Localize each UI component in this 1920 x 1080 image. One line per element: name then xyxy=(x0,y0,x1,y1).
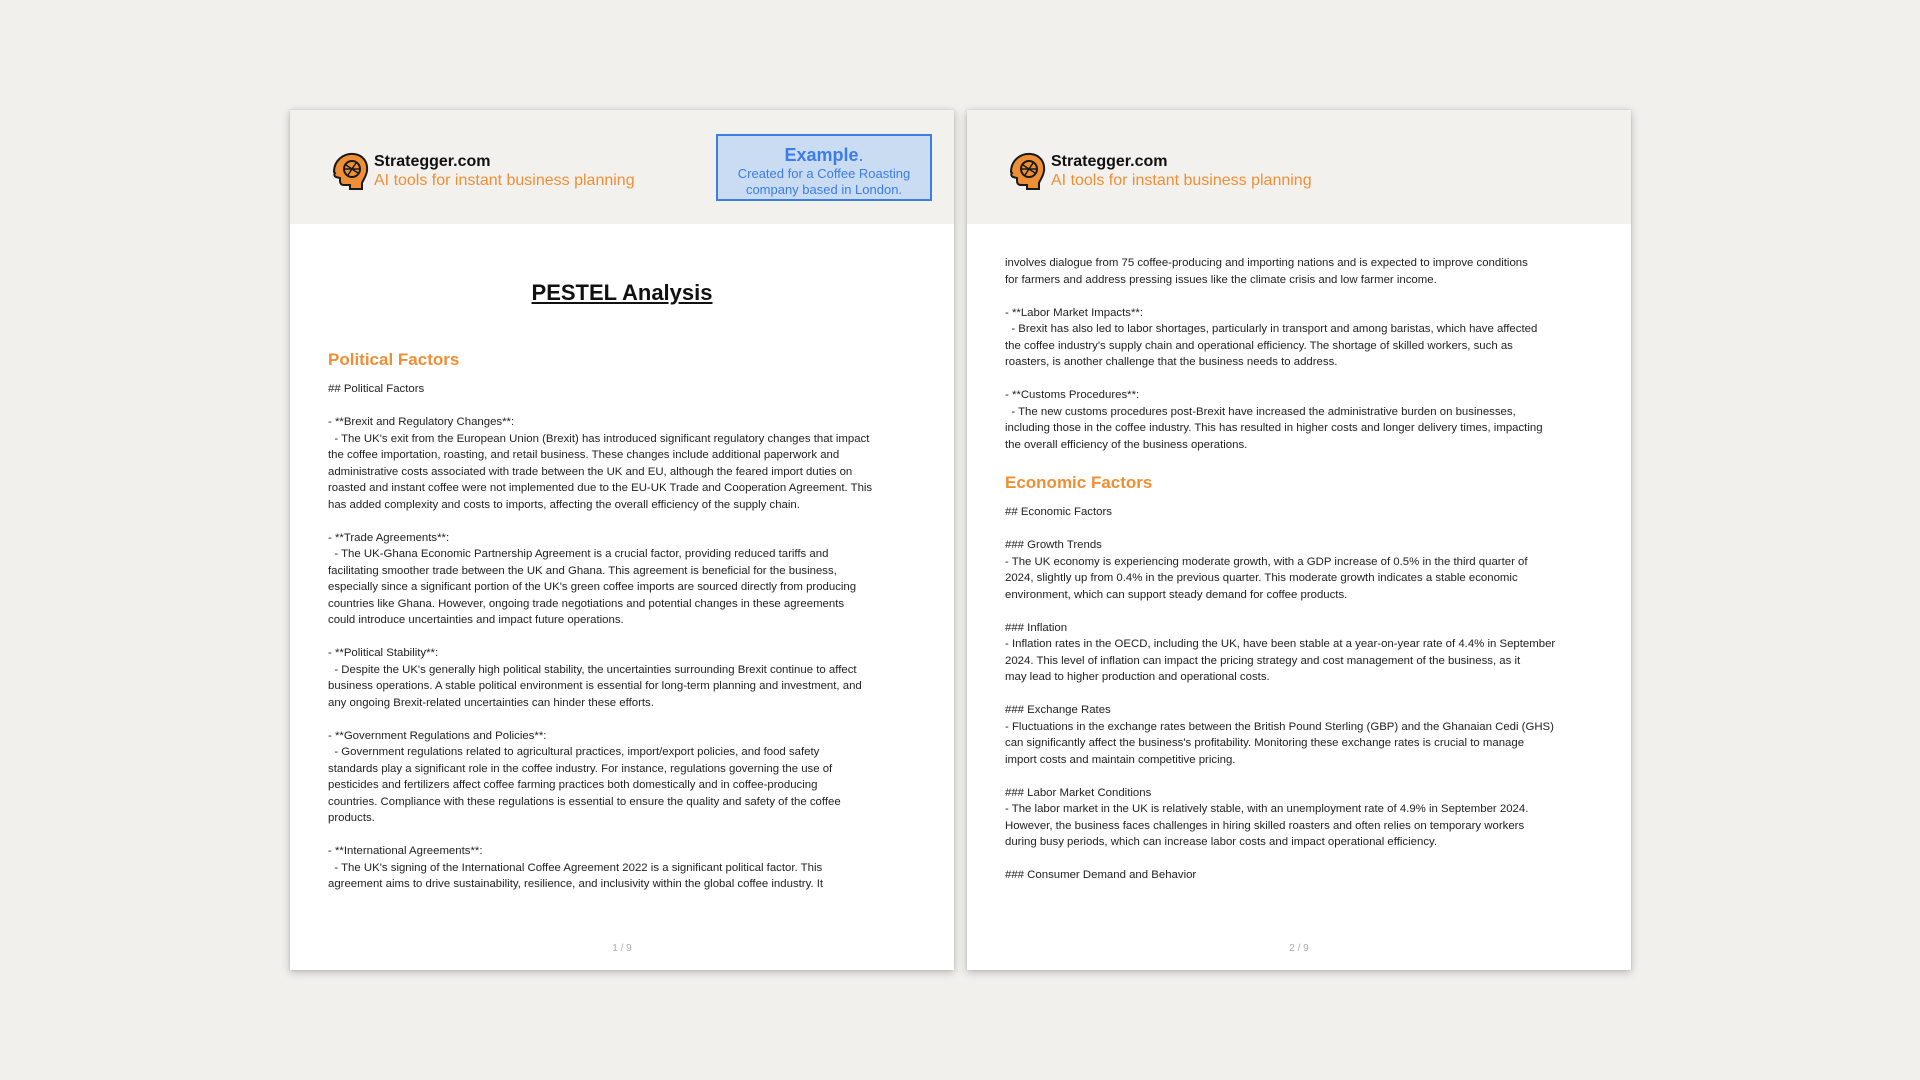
brain-head-logo-icon xyxy=(1005,150,1047,192)
page-1-body-text: ## Political Factors - **Brexit and Regulatory Changes**: - The UK's exit from the European Union (Brexit) has introduced significant regulatory changes that impact the coffee importation, roasting, and retail business. These changes include additional paperwork and administrative costs associated with trade between the UK and EU, although the feared import duties on roasted and instant coffee were not implemented due to the EU-UK Trade and Cooperation Agreement. This has added complexity and costs to imports, affecting the overall efficiency of the supply chain. - **Trade Agreements**: - The UK-Ghana Economic Partnership Agreement is a crucial factor, providing reduced tariffs and facilitating smoother trade between the UK and Ghana. This agreement is beneficial for the business, especially since a significant portion of the UK's green coffee imports are sourced directly from producing countries like Ghana. However, ongoing trade negotiations and potential changes in these agreements could introduce uncertainties and impact future operations. - **Political Stability**: - Despite the UK's generally high political stability, the uncertainties surrounding Brexit continue to affect business operations. A stable political environment is essential for long-term planning and investment, and any ongoing Brexit-related uncertainties can hinder these efforts. - **Government Regulations and Policies**: - Government regulations related to agricultural practices, import/export policies, and food safety standards play a significant role in the coffee industry. For instance, regulations governing the use of pesticides and fertilizers affect coffee farming practices both domestically and in coffee-producing countries. Compliance with these regulations is essential to ensure the quality and safety of the coffee products. - **International Agreements**: - The UK's signing of the International Coffee Agreement 2022 is a significant political factor. This agreement aims to drive sustainability, resilience, and inclusivity within the global coffee industry. It xyxy=(328,383,873,890)
brand-name: Strategger.com xyxy=(1051,153,1168,170)
page-header xyxy=(290,110,954,224)
page-number: 2 / 9 xyxy=(1289,943,1309,954)
page-header xyxy=(967,110,1631,224)
page-number: 1 / 9 xyxy=(612,943,632,954)
example-subtitle-line-2: company based in London. xyxy=(745,182,903,197)
document-title: PESTEL Analysis xyxy=(531,280,713,305)
brain-head-logo-icon xyxy=(328,150,370,192)
example-badge xyxy=(716,134,932,201)
document-page-2 xyxy=(967,110,1631,970)
brand xyxy=(328,150,635,192)
brand-name: Strategger.com xyxy=(374,153,491,170)
brand xyxy=(1005,150,1312,192)
example-subtitle-line-1: Created for a Coffee Roasting xyxy=(737,166,911,181)
section-heading-economic: Economic Factors xyxy=(1005,473,1153,492)
brand-tagline: AI tools for instant business planning xyxy=(1051,172,1312,189)
page-2-body-text-top: involves dialogue from 75 coffee-producing and importing nations and is expected to improve conditions for farmers and address pressing issues like the climate crisis and low farmer income. - **Labor Market Impacts**: - Brexit has also led to labor shortages, particularly in transport and among baristas, which have affected the coffee industry's supply chain and operational efficiency. The shortage of skilled workers, such as roasters, is another challenge that the business needs to address. - **Customs Procedures**: - The new customs procedures post-Brexit have increased the administrative burden on businesses, including those in the coffee industry. This has resulted in higher costs and longer delivery times, impacting the overall efficiency of the business operations. xyxy=(1005,257,1543,451)
example-title: Example. xyxy=(784,145,864,165)
page-2-body-text-bottom: ## Economic Factors ### Growth Trends - The UK economy is experiencing moderate growth, with a GDP increase of 0.5% in the third quarter of 2024, slightly up from 0.4% in the previous quarter. This moderate growth indicates a stable economic environment, which can support steady demand for coffee products. ### Inflation - Inflation rates in the OECD, including the UK, have been stable at a year-on-year rate of 4.4% in September 2024. This level of inflation can impact the pricing strategy and cost management of the business, as it may lead to higher production and operational costs. ### Exchange Rates - Fluctuations in the exchange rates between the British Pound Sterling (GBP) and the Ghanaian Cedi (GHS) can significantly affect the business's profitability. Monitoring these exchange rates is crucial to manage import costs and maintain competitive pricing. ### Labor Market Conditions - The labor market in the UK is relatively stable, with an unemployment rate of 4.9% in September 2024. However, the business faces challenges in hiring skilled roasters and often relies on temporary workers during busy periods, which can increase labor costs and impact operational efficiency. ### Consumer Demand and Behavior xyxy=(1005,506,1556,881)
brand-tagline: AI tools for instant business planning xyxy=(374,172,635,189)
section-heading-political: Political Factors xyxy=(328,350,460,369)
document-page-1 xyxy=(290,110,954,970)
